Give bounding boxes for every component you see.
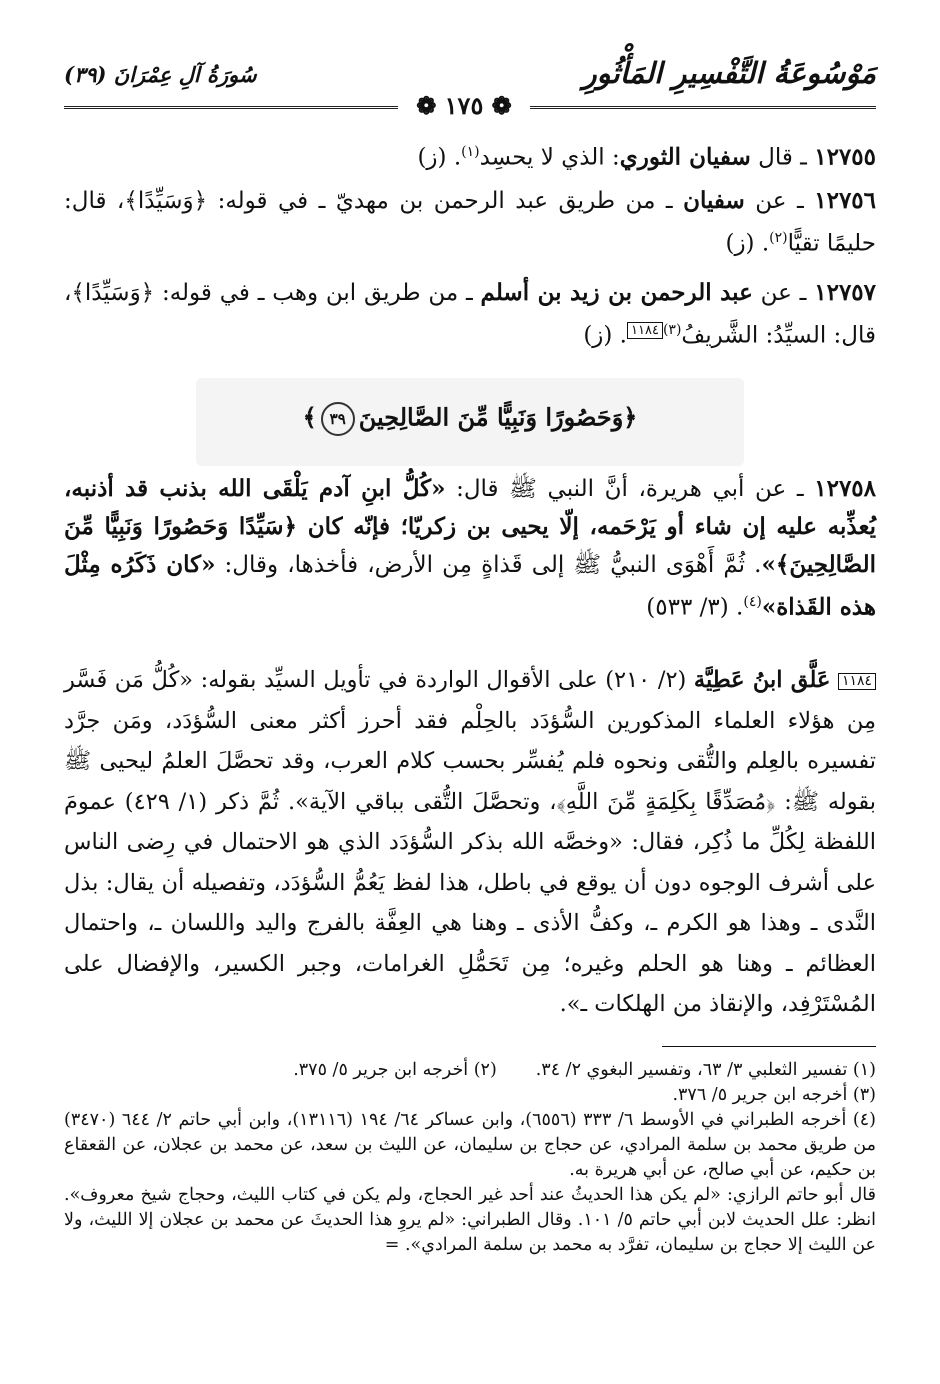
entry-text: ـ قال xyxy=(750,144,815,171)
footnote-row xyxy=(64,1058,876,1083)
narrator-name: عبد الرحمن بن زيد بن أسلم xyxy=(480,279,753,306)
entry-text: . ثُمَّ أَهْوَى النبيُّ ﷺ إلى قَذاةٍ مِن الأرض، فأخذها، وقال: xyxy=(215,552,762,578)
commentary-text: (٢/ ٢١٠) على الأقوال الواردة في تأويل السيِّد بقوله: «كُلُّ مَن فَسَّر مِن هؤلاء العلماء المذكورين السُّؤدَد بالحِلْم فقد أحرز أكثر معنى السُّؤدَد، ومَن جرَّد تفسيره بالعِلم والتُّقى ونحوه فلم يُفسِّر بحسب كلام العرب، وقد تحصَّلَ العلمُ ليحيى ﷺ بقوله ﷺ: ﴿مُصَدِّقًا بِكَلِمَةٍ مِّنَ اللَّهِ﴾، وتحصَّلَ التُّقى بباقي الآية». ثُمَّ ذكر (١/ ٤٢٩) عمومَ اللفظة لِكُلِّ ما ذُكِر، فقال: «وخصَّه الله بذكر السُّؤدَد الذي هو الاحتمال في رِضى الناس على أشرف الوجوه دون أن يوقع في باطل، هذا لفظ يَعُمُّ السُّؤدَد، وتفصيله أن يقال: بذل النَّدى ـ وهذا هو الكرم ـ، وكفُّ الأذى ـ وهنا هي العِفَّة بالفرج واليد واللسان ـ، واحتمال العظائم ـ وهنا هو الحلم وغيره؛ مِن تَحَمُّلِ الغرامات، وجبر الكسير، والإفضال على المُسْتَرْفِد، والإنقاذ من الهلكات ـ». xyxy=(64,667,877,1017)
entry-text: : الذي لا يحسِد xyxy=(479,144,620,171)
entry-text: . (ز) xyxy=(417,144,462,171)
entry-text: . (٣/ ٥٣٣) xyxy=(646,594,744,621)
narrator-name: سفيان xyxy=(683,187,745,214)
surah-title: سُورَةُ آلِ عِمْرَانَ (٣٩) xyxy=(64,62,257,87)
entry-number: ١٢٧٥٧ xyxy=(814,279,877,306)
entry-text: . (ز) xyxy=(725,230,770,257)
verse-heading xyxy=(196,402,744,436)
entry-number: ١٢٧٥٥ xyxy=(814,143,876,171)
page-number: ❁ ١٧٥ ❁ xyxy=(416,91,512,120)
footnote-ref[interactable]: (١) xyxy=(461,144,480,160)
entry-number: ١٢٧٥٨ xyxy=(814,475,877,502)
footnote-separator xyxy=(662,1046,876,1047)
commentary-number-box: ١١٨٤ xyxy=(838,673,876,690)
ayah-number-marker: ٣٩ xyxy=(321,402,355,436)
footnote-ref[interactable]: (٢) xyxy=(769,230,788,246)
hadith-quote: «كُلُّ ابنِ آدم يَلْقَى الله بذنب قد أذنبه، يُعذِّبه عليه إن شاء أو يَرْحَمه، إلّا يحيى بن زكريّا؛ فإنّه كان ﴿سَيِّدًا وَحَصُورًا وَنَبِيًّا مِّنَ الصَّالِحِينَ﴾» xyxy=(64,475,876,578)
footnote-4: (٤) أخرجه الطبراني في الأوسط ٦/ ٣٣٣ (٦٥٥٦)، وابن عساكر ٦٤/ ١٩٤ (١٣١١٦)، وابن أبي حاتم ٢/ ٦٤٤ (٣٤٧٠) من طريق محمد بن سلمة المرادي، عن حجاج بن سليمان، عن الليث بن سعد، عن محمد بن عجلان، عن القعقاع بن حكيم، عن أبي صالح، عن أبي هريرة به. xyxy=(64,1110,876,1180)
entry-text: . (ز) xyxy=(583,322,627,349)
entry-text: ـ عن أبي هريرة، أنَّ النبي ﷺ قال: xyxy=(445,476,815,502)
entry-text: ـ من طريق ابن وهب ـ في قوله: ﴿وَسَيِّدًا﴾، قال: السيِّدُ: الشَّريفُ xyxy=(64,280,876,349)
entry-text: ـ عن xyxy=(744,188,815,214)
verse-close: ﴾ xyxy=(302,402,317,432)
hadith-quote: «كان ذَكَرُه مِثْلَ هذه القَذاة» xyxy=(64,551,876,621)
commentary-author: عَلَّق ابنُ عَطِيَّة xyxy=(693,667,831,693)
footnotes xyxy=(64,1058,876,1258)
footnote-2: (٢) أخرجه ابن جرير ٥/ ٣٧٥. xyxy=(293,1060,497,1080)
entry-text: ـ عن xyxy=(752,280,815,306)
page-number-line xyxy=(64,91,876,120)
footnote-1: (١) تفسير الثعلبي ٣/ ٦٣، وتفسير البغوي ٢/ ٣٤. xyxy=(535,1060,876,1080)
entry-12755 xyxy=(64,134,876,177)
entry-number: ١٢٧٥٦ xyxy=(814,187,877,214)
entry-text: ـ من طريق عبد الرحمن بن مهديّ ـ في قوله: ﴿وَسَيِّدًا﴾، قال: حليمًا تقيًّا xyxy=(64,188,876,257)
verse-text: ﴿وَحَصُورًا وَنَبِيًّا مِّنَ الصَّالِحِينَ xyxy=(358,402,638,432)
footnote-ref[interactable]: (٣) xyxy=(662,322,682,338)
header-rule-right xyxy=(530,106,876,109)
narrator-name: سفيان الثوري xyxy=(619,143,751,171)
entry-12758 xyxy=(64,470,876,627)
entry-12757 xyxy=(64,274,876,355)
footnote-ref[interactable]: (٤) xyxy=(743,594,762,610)
book-title: مَوْسُوعَةُ التَّفْسِيرِ المَأْثُورِ xyxy=(582,56,876,90)
header-rule-left xyxy=(64,106,398,109)
commentary-ref-box[interactable]: ١١٨٤ xyxy=(627,322,663,339)
entry-12756 xyxy=(64,182,876,263)
commentary-block xyxy=(64,660,876,1025)
footnote-4-continued: قال أبو حاتم الرازي: «لم يكن هذا الحديثُ عند أحد غير الحجاج، ولم يكن في كتاب الليث، وحجاج شيخ معروف». انظر: علل الحديث لابن أبي حاتم ٥/ ١٠١. وقال الطبراني: «لم يروِ هذا الحديثَ عن محمد بن عجلان إلا الليث، ولا عن الليث إلا حجاج بن سليمان، تفرَّد به محمد بن سلمة المرادي». = xyxy=(64,1185,876,1255)
footnote-3: (٣) أخرجه ابن جرير ٥/ ٣٧٦. xyxy=(672,1085,876,1105)
